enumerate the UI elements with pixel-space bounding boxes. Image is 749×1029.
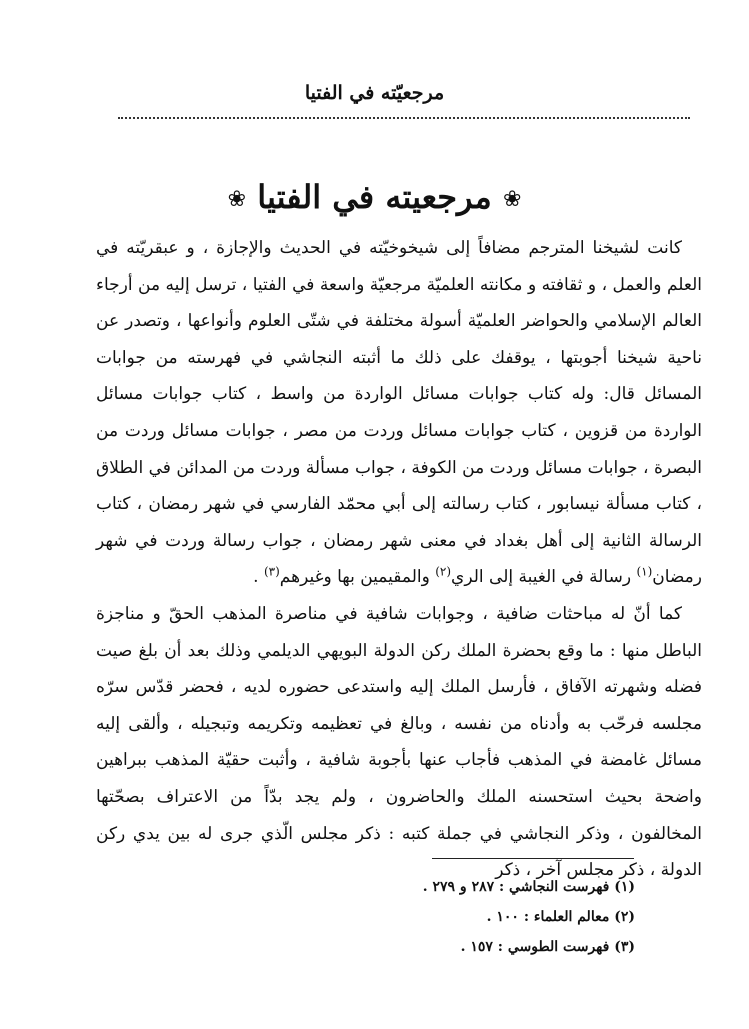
footnote-2: (٢) معالم العلماء : ١٠٠ . [486,909,635,925]
footnote-ref-3: (٣) [263,564,280,579]
ornament-left-icon: ❀ [227,187,247,212]
ornament-right-icon: ❀ [502,187,522,212]
footnote-1: (١) فهرست النجاشي : ٢٨٧ و ٢٧٩ . [422,879,635,895]
header-dotted-rule [118,117,690,119]
paragraph-1 [96,230,702,596]
section-title [0,178,749,216]
footnote-ref-2: (٢) [435,564,452,579]
footnote-rule [432,858,634,859]
footnotes [300,872,635,962]
section-title-text: مرجعيته في الفتيا [257,178,492,216]
body-text [96,230,702,889]
paragraph-1-end: . [253,567,264,588]
paragraph-1-text: كانت لشيخنا المترجم مضافاً إلى شيخوخيّته في الحديث والإجازة ، و عبقريّته في العلم والعمل ، و ثقافته و مكانته العلميّة مرجعيّة واسعة في الفتيا ، ترسل إليه من أرجاء العالم الإسلامي والحواضر العلميّة أسولة مختلفة في شتّى العلوم وأنواعها ، وتصدر عن ناحية شيخنا أجوبتها ، يوقفك على ذلك ما أثبته النجاشي في فهرسته من جوابات المسائل قال: وله كتاب جوابات مسائل الواردة من واسط ، كتاب جوابات مسائل الواردة من قزوين ، كتاب جوابات مسائل وردت من مصر ، جوابات مسائل وردت من البصرة ، جوابات مسائل وردت من الكوفة ، جواب مسألة وردت من المدائن في الطلاق ، كتاب مسألة نيسابور ، كتاب رسالته إلى أبي محمّد الفارسي في شهر رمضان ، كتاب الرسالة الثانية إلى أهل بغداد في معنى شهر رمضان ، جواب رسالة وردت في شهر رمضان [96,238,702,588]
running-header: مرجعيّته في الفتيا [304,82,445,104]
paragraph-2 [96,596,702,889]
paragraph-1-text-c: والمقيمين بها وغيرهم [279,567,436,588]
paragraph-2-text: كما أنّ له مباحثات ضافية ، وجوابات شافية في مناصرة المذهب الحقّ و مناجزة الباطل منها : ما وقع بحضرة الملك ركن الدولة البويهي الديلمي وذلك بعد أن بلغ صيت فضله وشهرته الآفاق ، فأرسل الملك إليه واستدعى حضوره لديه ، فحضر قدّس سرّه مجلسه فرحّب به وأدناه من نفسه ، وبالغ في تعظيمه وتكريمه وتبجيله ، وألقى إليه مسائل غامضة في المذهب فأجاب عنها بأجوبة شافية ، وأثبت حقيّة المذهب ببراهين واضحة بحيث استحسنه الملك والحاضرون ، ولم يجد بدّاً من الاعتراف بصحّتها المخالفون ، وذكر النجاشي في جملة كتبه : ذكر مجلس الّذي جرى له بين يدي ركن الدولة ، ذكر مجلس آخر ، ذكر [96,603,702,881]
paragraph-1-text-b: رسالة في الغيبة إلى الري [451,567,637,588]
footnote-3: (٣) فهرست الطوسي : ١٥٧ . [460,939,635,955]
footnote-ref-1: (١) [636,564,653,579]
